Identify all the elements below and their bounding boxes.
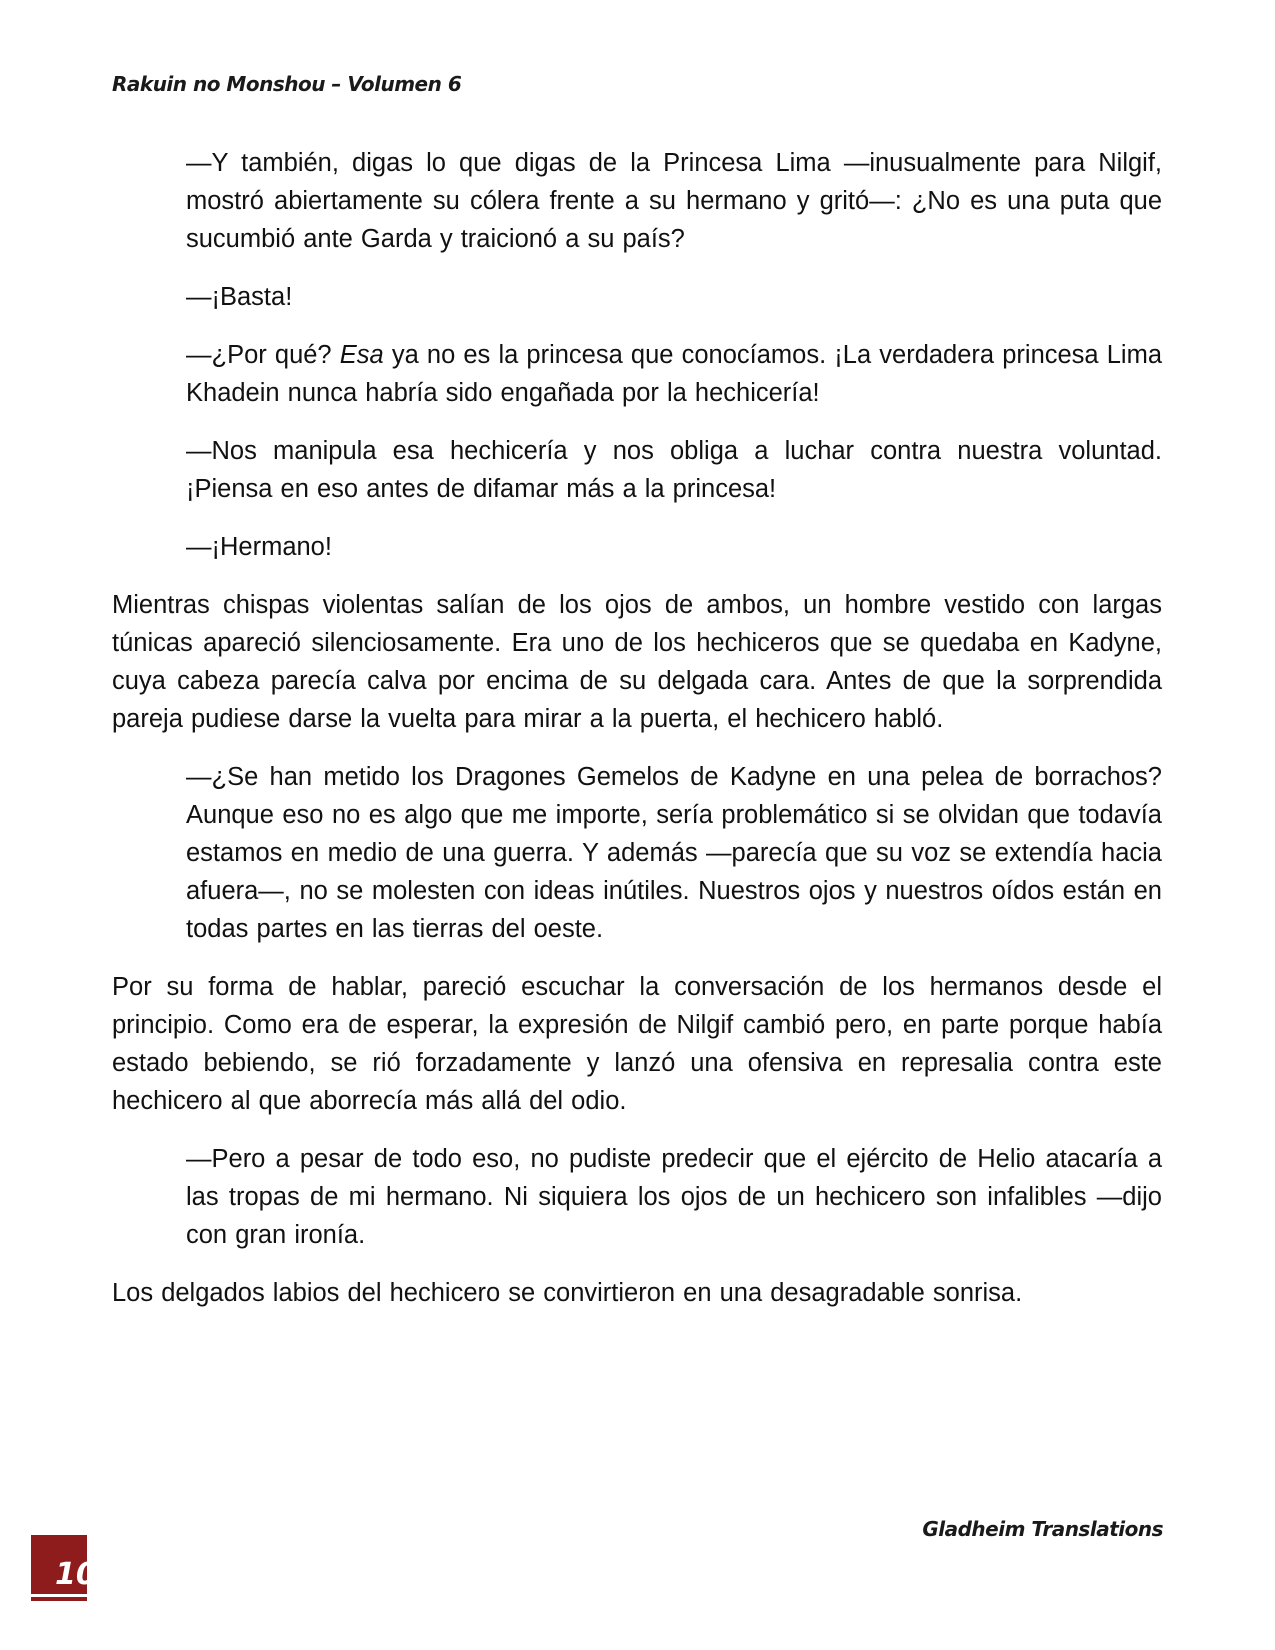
page-number: 10 xyxy=(55,1557,97,1592)
paragraph-3-lead: —¿Por qué? xyxy=(186,341,340,369)
page-number-underline xyxy=(31,1594,87,1597)
paragraph-4: —Nos manipula esa hechicería y nos obliga a luchar contra nuestra voluntad. ¡Piensa en eso antes de difamar más a la princesa! xyxy=(186,437,1162,503)
running-header-title: Rakuin no Monshou – Volumen 6 xyxy=(112,72,462,96)
paragraph-5: —¡Hermano! xyxy=(186,533,332,561)
paragraph-3 xyxy=(186,336,1162,412)
paragraph-9: —Pero a pesar de todo eso, no pudiste predecir que el ejército de Helio atacaría a las tropas de mi hermano. Ni siquiera los ojos de un hechicero son infalibles —dijo con gran ironía. xyxy=(186,1145,1162,1249)
paragraph-1: —Y también, digas lo que digas de la Princesa Lima —inusualmente para Nilgif, mostró abiertamente su cólera frente a su hermano y gritó—: ¿No es una puta que sucumbió ante Garda y traicionó a su país? xyxy=(186,149,1162,253)
paragraph-7: —¿Se han metido los Dragones Gemelos de Kadyne en una pelea de borrachos? Aunque eso no es algo que me importe, sería problemático si se olvidan que todavía estamos en medio de una guerra. Y además —parecía que su voz se extendía hacia afuera—, no se molesten con ideas inútiles. Nuestros ojos y nuestros oídos están en todas partes en las tierras del oeste. xyxy=(186,763,1162,943)
paragraph-10: Los delgados labios del hechicero se convirtieron en una desagradable sonrisa. xyxy=(112,1279,1023,1307)
paragraph-3-emphasis: Esa xyxy=(339,341,384,369)
paragraph-8: Por su forma de hablar, pareció escuchar la conversación de los hermanos desde el principio. Como era de esperar, la expresión de Nilgif cambió pero, en parte porque había estado bebiendo, se rió forzadamente y lanzó una ofensiva en represalia contra este hechicero al que aborrecía más allá del odio. xyxy=(112,973,1162,1115)
page-number-box xyxy=(31,1535,97,1601)
paragraph-3-rest: ya no es la princesa que conocíamos. ¡La verdadera princesa Lima Khadein nunca habría sido engañada por la hechicería! xyxy=(186,341,1163,407)
footer-credit: Gladheim Translations xyxy=(922,1517,1163,1541)
body-text xyxy=(112,144,1162,1332)
paragraph-6: Mientras chispas violentas salían de los ojos de ambos, un hombre vestido con largas túnicas apareció silenciosamente. Era uno de los hechiceros que se quedaba en Kadyne, cuya cabeza parecía calva por encima de su delgada cara. Antes de que la sorprendida pareja pudiese darse la vuelta para mirar a la puerta, el hechicero habló. xyxy=(112,591,1162,733)
paragraph-2: —¡Basta! xyxy=(186,283,293,311)
